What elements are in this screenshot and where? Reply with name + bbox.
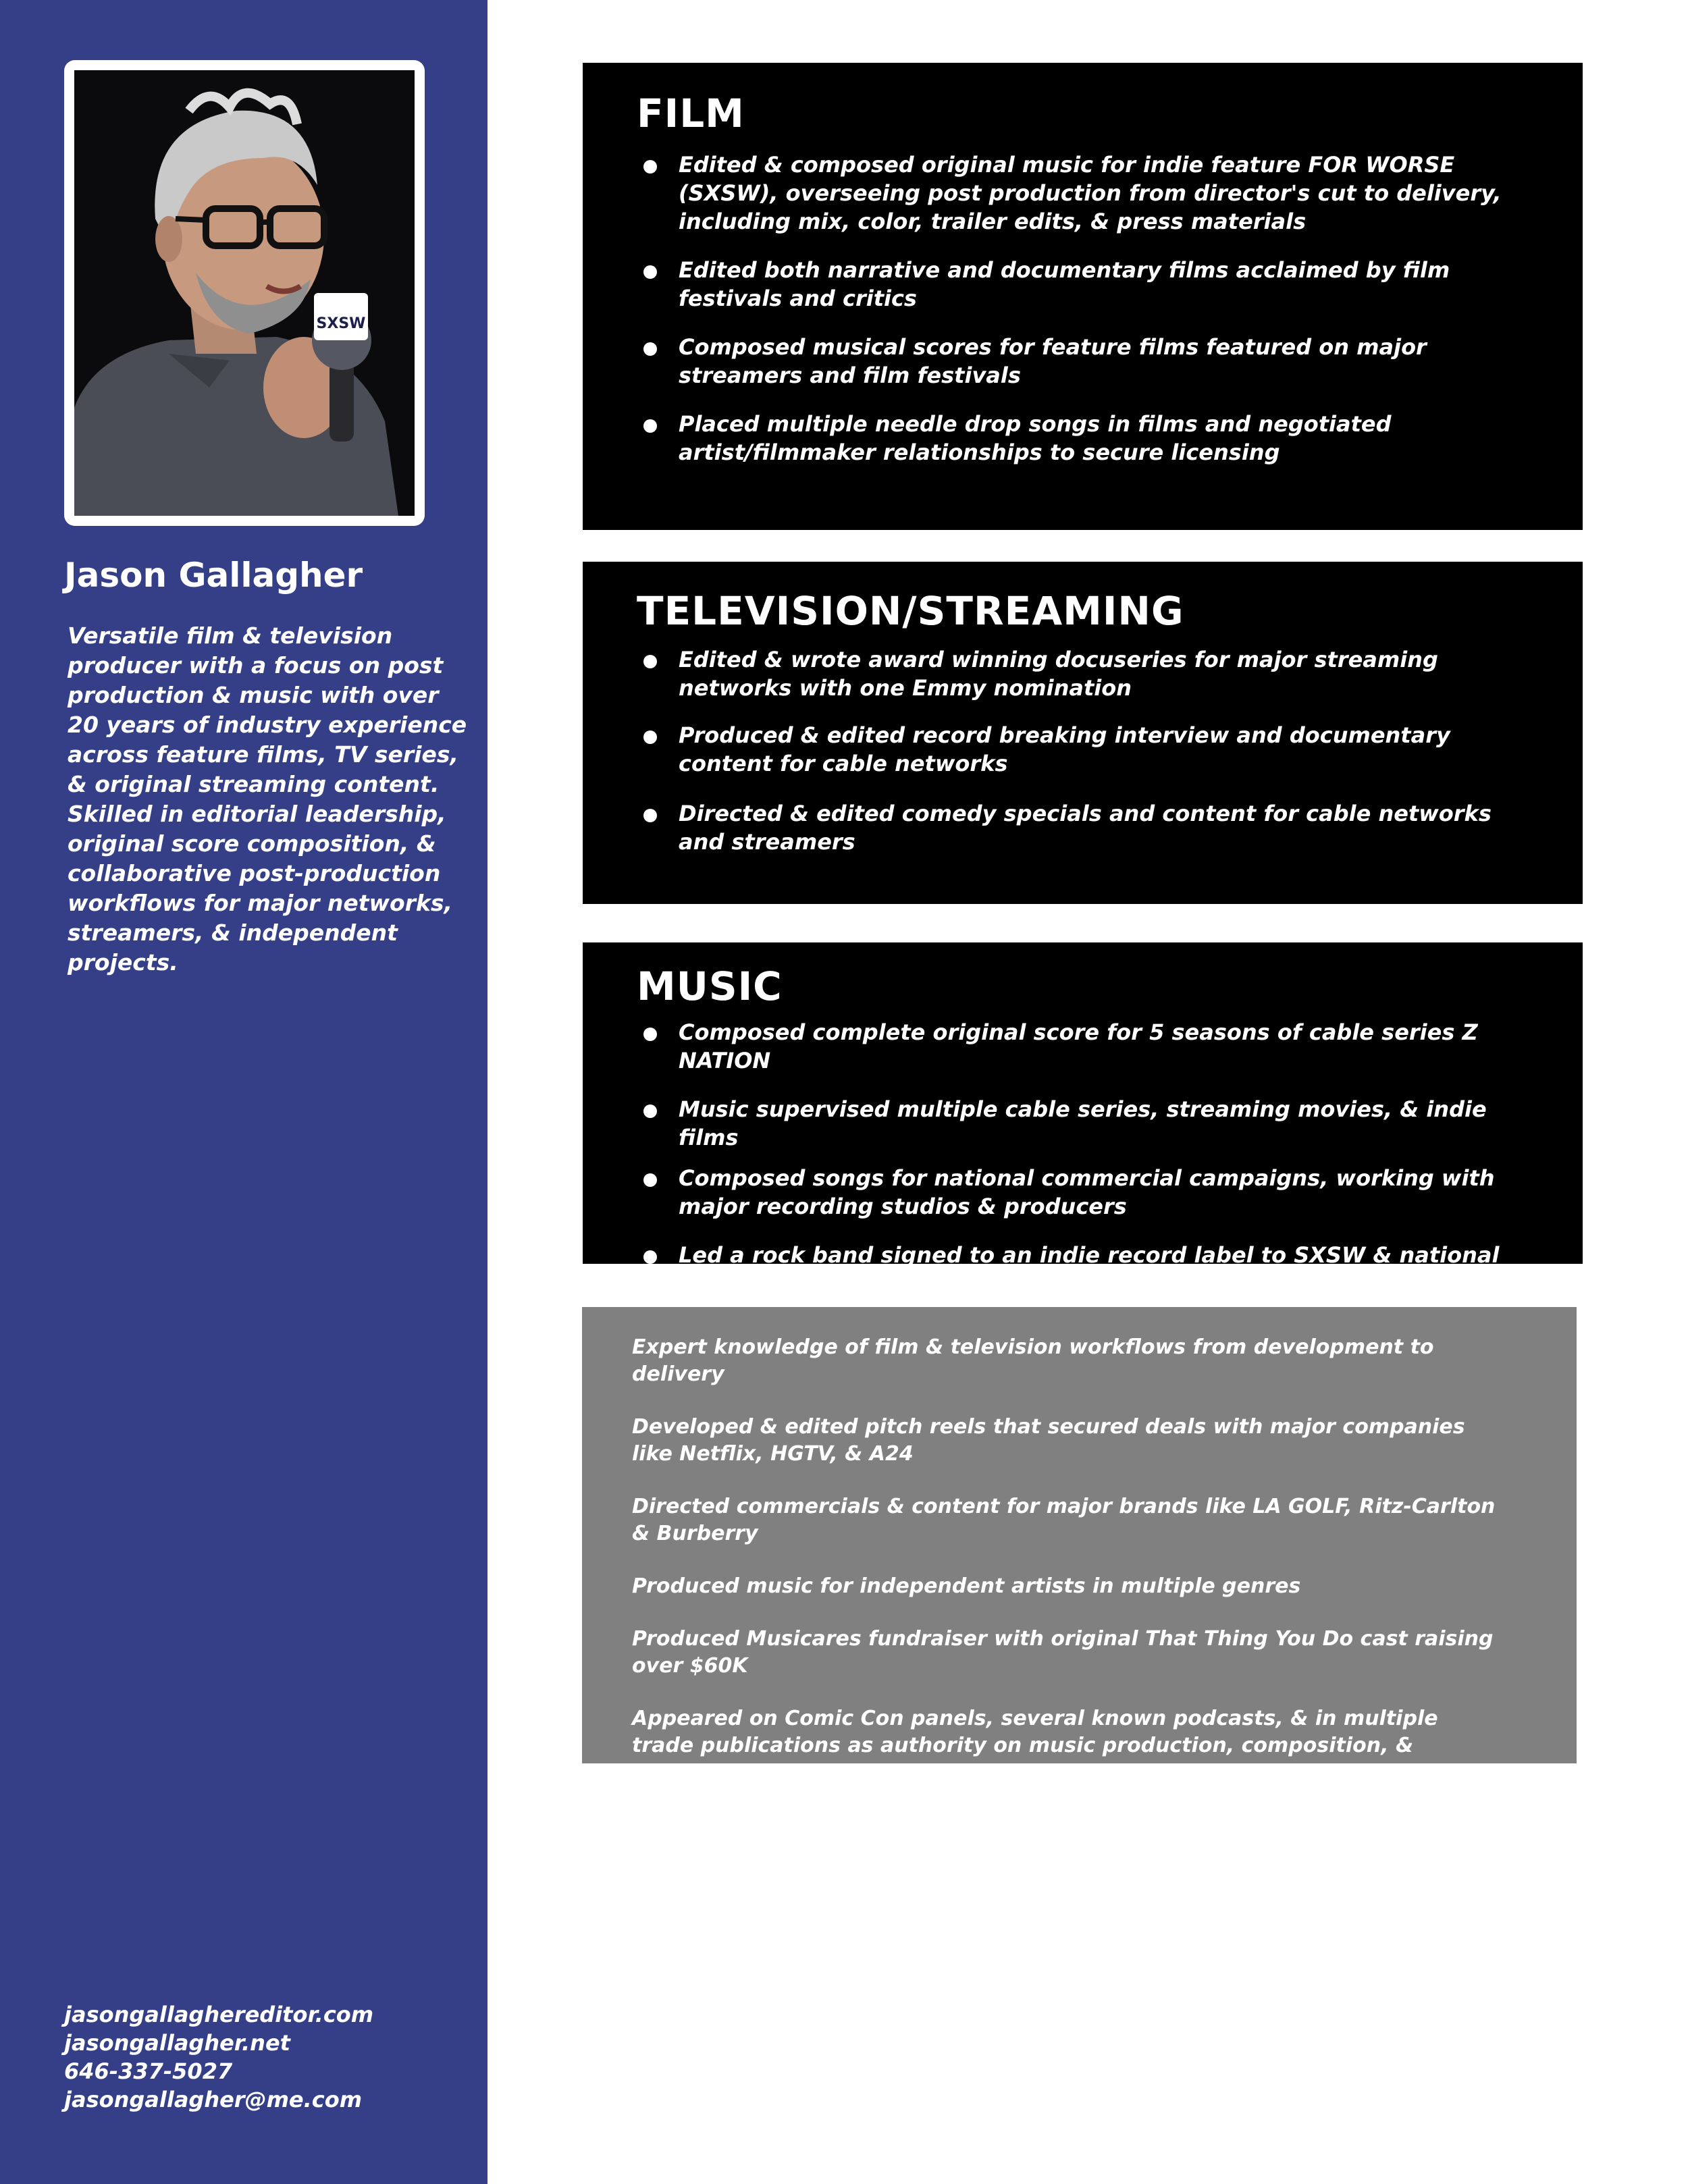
highlights-section: [582, 1307, 1577, 1784]
list-item: Composed musical scores for feature films featured on major streamers and film festivals: [637, 333, 1583, 390]
list-item: Placed multiple needle drop songs in films and negotiated artist/filmmaker relationships to secure licensing: [637, 410, 1583, 467]
list-item: Produced & edited record breaking interview and documentary content for cable networks: [637, 721, 1583, 778]
profile-photo-frame: [64, 60, 425, 526]
highlight-item: Produced music for independent artists in multiple genres: [632, 1574, 1301, 1598]
highlight-item: Expert knowledge of film & television workflows from development to delivery: [632, 1335, 1434, 1386]
sidebar: [0, 0, 487, 2184]
tv-section: [583, 562, 1583, 904]
music-list: [637, 1018, 1583, 1298]
list-item: Music supervised multiple cable series, streaming movies, & indie films: [637, 1095, 1583, 1152]
film-list: [637, 151, 1583, 467]
contact-website-link[interactable]: jasongallagher.net: [64, 2030, 290, 2056]
highlight-item: Appeared on Comic Con panels, several known podcasts, & in multiple trade publications as authority on music production, composition, & editing: [632, 1707, 1438, 1784]
contact-website-link[interactable]: jasongallaghereditor.com: [64, 2002, 374, 2027]
list-item: Directed & edited comedy specials and content for cable networks and streamers: [637, 799, 1583, 856]
highlight-item: Directed commercials & content for major brands like LA GOLF, Ritz-Carlton & Burberry: [632, 1495, 1496, 1545]
list-item: Composed songs for national commercial campaigns, working with major recording studios & producers: [637, 1164, 1583, 1221]
sxsw-badge: SXSW: [316, 315, 366, 332]
highlight-item: Produced Musicares fundraiser with original That Thing You Do cast raising over $60K: [632, 1627, 1494, 1678]
list-item: Led a rock band signed to an indie record label to SXSW & national tours: [637, 1241, 1583, 1298]
section-title-music: MUSIC: [637, 963, 783, 1009]
portrait-illustration: [74, 70, 415, 516]
contact-email-link[interactable]: jasongallagher@me.com: [64, 2087, 363, 2112]
highlight-item: Developed & edited pitch reels that secured deals with major companies like Netflix, HGTV, & A24: [632, 1415, 1465, 1466]
section-title-tv: TELEVISION/STREAMING: [637, 588, 1184, 634]
profile-name: Jason Gallagher: [64, 556, 363, 595]
section-title-film: FILM: [637, 90, 745, 136]
list-item: Composed complete original score for 5 seasons of cable series Z NATION: [637, 1018, 1583, 1075]
profile-photo: [74, 70, 415, 516]
list-item: Edited & composed original music for indie feature FOR WORSE (SXSW), overseeing post production from director's cut to delivery, including mix, color, trailer edits, & press materials: [637, 151, 1583, 236]
list-item: Edited both narrative and documentary films acclaimed by film festivals and critics: [637, 256, 1583, 313]
contact-phone[interactable]: 646-337-5027: [64, 2058, 233, 2084]
contact-list: [64, 2000, 373, 2114]
music-section: [583, 942, 1583, 1296]
list-item: Edited & wrote award winning docuseries for major streaming networks with one Emmy nomination: [637, 645, 1583, 702]
film-section: [583, 63, 1583, 530]
profile-bio: Versatile film & television producer with a focus on post production & music with over 20 years of industry experience across feature films, TV series, & original streaming content. Skilled in editorial leadership, original score composition, & collaborative post-production workflows for major networks, streamers, & independent projects.: [68, 622, 467, 976]
tv-list: [637, 645, 1583, 856]
